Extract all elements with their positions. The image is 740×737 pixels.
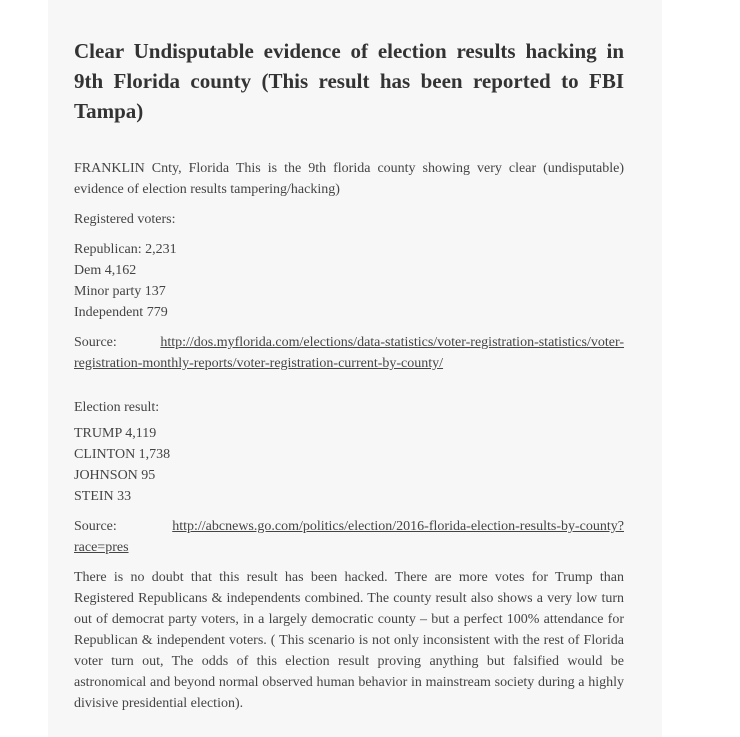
registered-republican: Republican: 2,231: [74, 242, 177, 257]
source-1-link[interactable]: http://dos.myflorida.com/elections/data-statistics/voter-registration-statistics/voter-registration-monthly-reports/voter-registration-current-by-county/: [74, 335, 624, 371]
source-1-label: Source:: [74, 335, 117, 350]
registered-minor-party: Minor party 137: [74, 284, 166, 299]
registered-dem: Dem 4,162: [74, 263, 137, 278]
article-container: [48, 0, 662, 737]
election-result-heading: Election result:: [74, 400, 160, 415]
election-results-list: [74, 423, 624, 507]
result-stein: STEIN 33: [74, 489, 132, 504]
source-2-label: Source:: [74, 519, 117, 534]
conclusion-paragraph: There is no doubt that this result has been hacked. There are more votes for Trump than Registered Republicans & independents combined. The county result also shows a very low turn out of democrat party voters, in a largely democratic county – but a perfect 100% attendance for Republican & independent voters. ( This scenario is not only inconsistent with the rest of Florida voter turn out, The odds of this election result proving anything but falsified would be astronomical and beyond normal observed human behavior in mainstream society during a highly divisive presidential election).: [74, 570, 624, 711]
registered-voters-list: [74, 239, 624, 323]
source-2-link[interactable]: http://abcnews.go.com/politics/election/2016-florida-election-results-by-county?race=pres: [74, 519, 624, 555]
source-1: [74, 332, 624, 374]
source-2: [74, 516, 624, 558]
result-clinton: CLINTON 1,738: [74, 447, 171, 462]
intro-paragraph: FRANKLIN Cnty, Florida This is the 9th florida county showing very clear (undisputable) evidence of election results tampering/hacking): [74, 161, 624, 197]
registered-independent: Independent 779: [74, 305, 168, 320]
spacer: [74, 383, 624, 397]
result-trump: TRUMP 4,119: [74, 426, 157, 441]
registered-voters-heading: Registered voters:: [74, 212, 176, 227]
result-johnson: JOHNSON 95: [74, 468, 156, 483]
article-title: Clear Undisputable evidence of election results hacking in 9th Florida county (This result has been reported to FBI Tampa): [74, 39, 624, 123]
